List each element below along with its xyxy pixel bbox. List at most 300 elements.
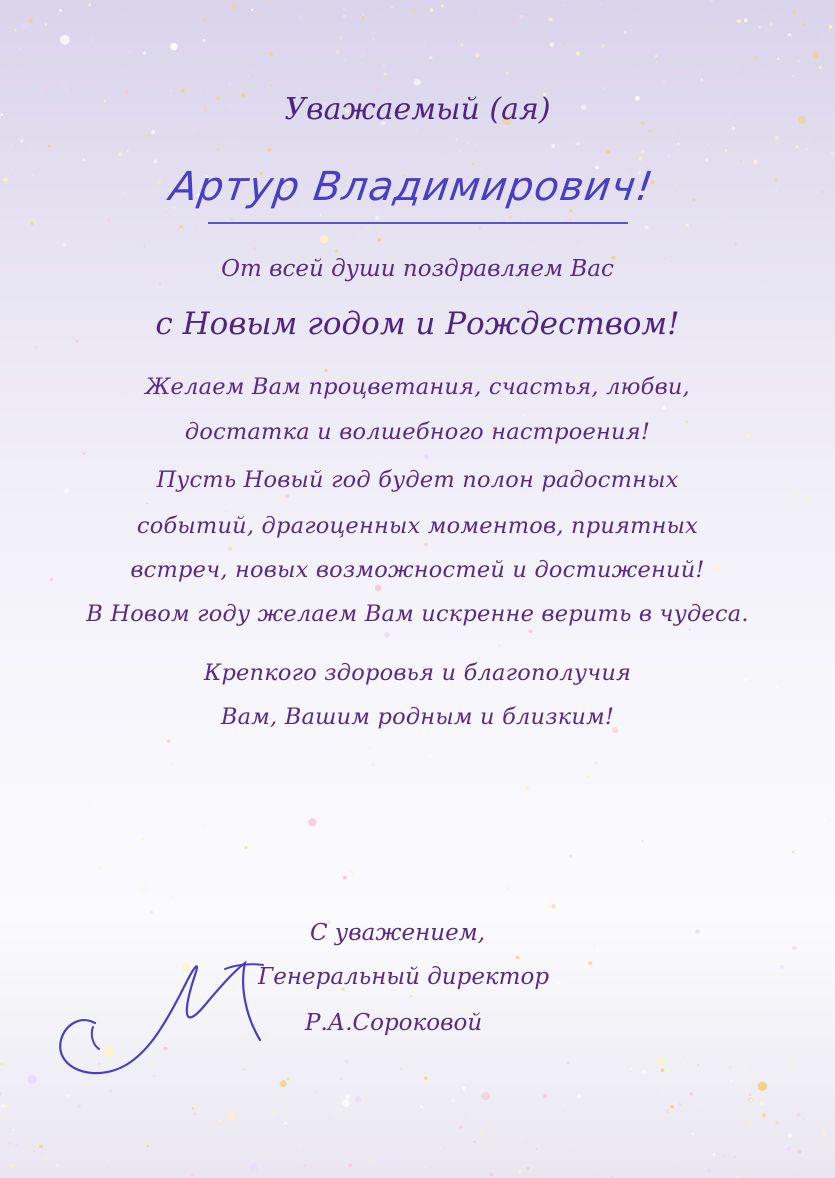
sparkle-dot	[606, 150, 610, 154]
sparkle-dot	[516, 955, 520, 959]
sparkle-dot	[777, 57, 780, 60]
wish-line: Вам, Вашим родным и близким!	[220, 704, 615, 730]
sparkle-dot	[745, 1065, 746, 1066]
sparkle-dot	[776, 8, 778, 10]
sparkle-dot	[218, 1119, 221, 1122]
sparkle-dot	[648, 129, 652, 133]
sparkle-dot	[797, 1175, 799, 1177]
sparkle-dot	[780, 189, 781, 190]
sparkle-dot	[31, 222, 34, 225]
sparkle-dot	[147, 1145, 149, 1147]
sparkle-dot	[736, 65, 738, 67]
sparkle-dot	[169, 215, 172, 218]
sparkle-dot	[362, 16, 365, 19]
sparkle-dot	[457, 1167, 458, 1168]
sparkle-dot	[355, 1096, 362, 1103]
sparkle-dot	[672, 1165, 674, 1167]
sparkle-dot	[473, 1140, 476, 1143]
sparkle-dot	[640, 150, 644, 154]
sparkle-dot	[576, 142, 580, 146]
sparkle-dot	[410, 995, 412, 997]
sparkle-dot	[266, 0, 268, 2]
sparkle-dot	[213, 1129, 214, 1130]
sparkle-dot	[227, 81, 232, 86]
sparkle-dot	[796, 145, 799, 148]
sparkle-dot	[551, 144, 555, 148]
sparkle-dot	[709, 0, 713, 3]
sparkle-dot	[123, 193, 125, 195]
sparkle-dot	[797, 1113, 801, 1117]
sparkle-dot	[154, 159, 158, 163]
sparkle-dot	[603, 87, 606, 90]
sparkle-dot	[593, 945, 594, 946]
sparkle-dot	[803, 1118, 805, 1120]
sparkle-dot	[15, 1143, 18, 1146]
sparkle-dot	[543, 1094, 547, 1098]
sparkle-dot	[21, 22, 28, 29]
sparkle-dot	[142, 886, 146, 890]
sparkle-dot	[375, 230, 376, 231]
sparkle-dot	[792, 851, 794, 853]
sparkle-dot	[829, 25, 833, 29]
sparkle-dot	[396, 23, 399, 26]
sparkle-dot	[414, 79, 421, 86]
sparkle-dot	[452, 1099, 455, 1102]
sparkle-dot	[655, 55, 658, 58]
sparkle-dot	[678, 1103, 681, 1106]
sparkle-dot	[227, 1112, 235, 1120]
sparkle-dot	[231, 137, 233, 139]
sparkle-dot	[788, 33, 791, 36]
sparkle-dot	[147, 503, 149, 505]
sparkle-dot	[375, 216, 379, 220]
sparkle-dot	[14, 29, 17, 32]
sparkle-dot	[685, 223, 689, 227]
sparkle-dot	[758, 1082, 767, 1091]
sparkle-dot	[707, 1168, 712, 1173]
sparkle-dot	[391, 6, 392, 7]
sparkle-dot	[259, 12, 263, 16]
sparkle-dot	[776, 190, 777, 191]
sparkle-dot	[684, 1062, 686, 1064]
sparkle-dot	[179, 225, 183, 229]
sparkle-dot	[670, 1105, 674, 1109]
sparkle-dot	[448, 137, 451, 140]
sparkle-dot	[320, 235, 328, 243]
sparkle-dot	[695, 929, 700, 934]
closing-text: С уважением,	[310, 920, 486, 946]
sparkle-dot	[60, 35, 70, 45]
sparkle-dot	[158, 282, 162, 286]
wish-line: встреч, новых возможностей и достижений!	[130, 557, 705, 583]
sparkle-dot	[645, 226, 649, 230]
sparkle-dot	[666, 1110, 669, 1113]
sparkle-dot	[118, 152, 122, 156]
sparkle-dot	[734, 243, 737, 246]
sparkle-dot	[280, 1080, 287, 1087]
sparkle-dot	[130, 133, 133, 136]
sparkle-dot	[708, 144, 709, 145]
sparkle-dot	[214, 79, 218, 83]
sparkle-dot	[298, 14, 304, 20]
sparkle-dot	[537, 90, 539, 92]
sparkle-dot	[202, 39, 205, 42]
sparkle-dot	[630, 1068, 632, 1070]
sparkle-dot	[506, 887, 509, 890]
sparkle-dot	[342, 14, 346, 18]
sparkle-dot	[597, 801, 599, 803]
sparkle-dot	[460, 43, 463, 46]
sparkle-dot	[430, 1166, 432, 1168]
greeting-heading: Уважаемый (ая)	[284, 92, 551, 127]
sparkle-dot	[812, 52, 819, 59]
sparkle-dot	[697, 1064, 699, 1066]
sparkle-dot	[481, 1092, 489, 1100]
sparkle-dot	[784, 134, 786, 136]
sparkle-dot	[383, 1130, 384, 1131]
sparkle-dot	[320, 214, 321, 215]
sparkle-dot	[459, 1126, 462, 1129]
sparkle-dot	[807, 500, 810, 503]
sparkle-dot	[127, 150, 129, 152]
sparkle-dot	[724, 149, 727, 152]
sparkle-dot	[722, 1154, 726, 1158]
sparkle-dot	[661, 1068, 665, 1072]
sparkle-dot	[324, 369, 327, 372]
sparkle-dot	[42, 130, 44, 132]
sparkle-dot	[760, 1102, 764, 1106]
sparkle-dot	[563, 4, 565, 6]
sparkle-dot	[298, 1146, 300, 1148]
sparkle-dot	[737, 19, 741, 23]
wish-line: Пусть Новый год будет полон радостных	[156, 467, 679, 493]
sparkle-dot	[343, 8, 346, 11]
sparkle-dot	[690, 89, 692, 91]
sparkle-dot	[128, 51, 130, 53]
sparkle-dot	[555, 160, 558, 163]
sparkle-dot	[750, 1099, 752, 1101]
sparkle-dot	[753, 160, 757, 164]
sparkle-dot	[443, 154, 444, 155]
wish-line: событий, драгоценных моментов, приятных	[136, 513, 699, 539]
sparkle-dot	[351, 234, 354, 237]
sparkle-dot	[270, 85, 272, 87]
sparkle-dot	[143, 51, 146, 54]
sparkle-dot	[60, 10, 62, 12]
sparkle-dot	[827, 209, 828, 210]
sparkle-dot	[372, 38, 374, 40]
sparkle-dot	[639, 157, 643, 161]
sparkle-dot	[197, 215, 199, 217]
sparkle-dot	[739, 1149, 740, 1150]
sparkle-dot	[20, 49, 21, 50]
wish-line: Крепкого здоровья и благополучия	[203, 660, 632, 686]
sparkle-dot	[821, 191, 825, 195]
sparkle-dot	[247, 75, 250, 78]
sparkle-dot	[798, 60, 800, 62]
sparkle-dot	[428, 754, 432, 758]
sparkle-dot	[287, 1077, 290, 1080]
sparkle-dot	[536, 1148, 538, 1150]
sparkle-dot	[762, 1113, 766, 1117]
sparkle-dot	[244, 846, 248, 850]
sparkle-dot	[524, 1170, 526, 1172]
sparkle-dot	[774, 179, 777, 182]
sparkle-dot	[342, 1099, 350, 1107]
sparkle-dot	[632, 10, 634, 12]
sparkle-dot	[476, 54, 480, 58]
sparkle-dot	[459, 151, 461, 153]
sparkle-dot	[598, 1176, 600, 1178]
sparkle-dot	[789, 1064, 793, 1068]
recipient-name-handwritten: Артур Владимирович!	[166, 164, 657, 210]
sparkle-dot	[618, 37, 620, 39]
sparkle-dot	[798, 1150, 802, 1154]
sparkle-dot	[372, 764, 373, 765]
sparkle-dot	[340, 1108, 341, 1109]
sparkle-dot	[339, 37, 343, 41]
sparkle-dot	[551, 904, 556, 909]
sparkle-dot	[225, 510, 227, 512]
sparkle-dot	[31, 174, 34, 177]
sparkle-dot	[712, 1153, 715, 1156]
sparkle-dot	[830, 151, 834, 155]
sparkle-dot	[313, 149, 314, 150]
sparkle-dot	[48, 145, 51, 148]
sparkle-dot	[297, 87, 300, 90]
sparkle-dot	[19, 62, 22, 65]
sparkle-dot	[511, 781, 512, 782]
signer-title: Генеральный директор	[258, 964, 550, 990]
sparkle-dot	[697, 1111, 699, 1113]
sparkle-dot	[676, 69, 679, 72]
sparkle-dot	[369, 747, 371, 749]
sparkle-dot	[792, 946, 796, 950]
handwritten-signature	[35, 945, 275, 1085]
sparkle-dot	[775, 1121, 779, 1125]
sparkle-dot	[157, 180, 161, 184]
sparkle-dot	[656, 61, 658, 63]
sparkle-dot	[193, 1112, 196, 1115]
sparkle-dot	[164, 211, 166, 213]
sparkle-dot	[695, 1103, 697, 1105]
sparkle-dot	[666, 230, 668, 232]
sparkle-dot	[506, 72, 509, 75]
sparkle-dot	[819, 66, 822, 69]
sparkle-dot	[384, 632, 390, 638]
sparkle-dot	[626, 638, 629, 641]
sparkle-dot	[315, 1091, 317, 1093]
sparkle-dot	[528, 629, 532, 633]
sparkle-dot	[412, 9, 415, 12]
sparkle-dot	[748, 127, 749, 128]
sparkle-dot	[376, 88, 380, 92]
sparkle-dot	[90, 38, 94, 42]
sparkle-dot	[526, 1167, 529, 1170]
sparkle-dot	[674, 3, 675, 4]
sparkle-dot	[39, 1144, 43, 1148]
sparkle-dot	[749, 1093, 752, 1096]
sparkle-dot	[742, 0, 743, 1]
sparkle-dot	[368, 1158, 371, 1161]
sparkle-dot	[822, 1131, 827, 1136]
sparkle-dot	[693, 205, 696, 208]
sparkle-dot	[720, 141, 722, 143]
sparkle-dot	[424, 1076, 427, 1079]
sparkle-dot	[662, 406, 666, 410]
sparkle-dot	[89, 803, 92, 806]
sparkle-dot	[754, 56, 758, 60]
sparkle-dot	[720, 220, 723, 223]
sparkle-dot	[569, 854, 572, 857]
name-underline	[208, 222, 628, 224]
sparkle-dot	[20, 131, 22, 133]
sparkle-dot	[34, 346, 37, 349]
sparkle-dot	[662, 1089, 664, 1091]
sparkle-dot	[770, 23, 772, 25]
sparkle-dot	[424, 44, 426, 46]
sparkle-dot	[106, 1165, 109, 1168]
sparkle-dot	[424, 455, 428, 459]
sparkle-dot	[56, 1164, 59, 1167]
sparkle-dot	[77, 1104, 81, 1108]
sparkle-dot	[171, 763, 173, 765]
sparkle-dot	[498, 645, 501, 648]
sparkle-dot	[768, 34, 769, 35]
sparkle-dot	[279, 497, 281, 499]
sparkle-dot	[456, 138, 458, 140]
sparkle-dot	[5, 161, 6, 162]
sparkle-dot	[337, 61, 338, 62]
sparkle-dot	[792, 75, 794, 77]
sparkle-dot	[61, 79, 68, 86]
sparkle-dot	[624, 31, 627, 34]
sparkle-dot	[415, 541, 418, 544]
sparkle-dot	[284, 1122, 287, 1125]
sparkle-dot	[285, 494, 289, 498]
sparkle-dot	[467, 143, 468, 144]
sparkle-dot	[13, 1129, 15, 1131]
sparkle-dot	[170, 43, 177, 50]
sparkle-dot	[513, 21, 516, 24]
sparkle-dot	[430, 8, 434, 12]
sparkle-dot	[455, 1099, 457, 1101]
sparkle-dot	[1, 1063, 4, 1066]
sparkle-dot	[675, 190, 677, 192]
sparkle-dot	[689, 1092, 692, 1095]
sparkle-dot	[67, 1095, 69, 1097]
sparkle-dot	[673, 132, 676, 135]
sparkle-dot	[786, 1147, 790, 1151]
sparkle-dot	[431, 32, 432, 33]
sparkle-dot	[24, 144, 26, 146]
sparkle-dot	[28, 78, 30, 80]
sparkle-dot	[518, 1170, 522, 1174]
sparkle-dot	[269, 52, 273, 56]
sparkle-dot	[227, 546, 232, 551]
sparkle-dot	[88, 3, 91, 6]
sparkle-dot	[339, 776, 341, 778]
sparkle-dot	[688, 628, 691, 631]
sparkle-dot	[308, 818, 316, 826]
sparkle-dot	[475, 149, 478, 152]
sparkle-dot	[744, 19, 747, 22]
sparkle-dot	[739, 11, 742, 14]
sparkle-dot	[765, 188, 766, 189]
sparkle-dot	[96, 1175, 98, 1177]
sparkle-dot	[480, 1132, 484, 1136]
sparkle-dot	[42, 70, 43, 71]
sparkle-dot	[799, 8, 802, 11]
sparkle-dot	[3, 178, 7, 182]
sparkle-dot	[251, 9, 254, 12]
congrats-line-2: с Новым годом и Рождеством!	[155, 306, 680, 342]
sparkle-dot	[78, 1150, 79, 1151]
sparkle-dot	[295, 51, 297, 53]
sparkle-dot	[545, 39, 547, 41]
sparkle-dot	[253, 247, 257, 251]
sparkle-dot	[203, 17, 207, 21]
sparkle-dot	[29, 19, 34, 24]
sparkle-dot	[150, 911, 153, 914]
sparkle-dot	[803, 23, 807, 27]
sparkle-dot	[43, 89, 45, 91]
sparkle-dot	[429, 56, 432, 59]
sparkle-dot	[229, 217, 233, 221]
sparkle-dot	[350, 871, 353, 874]
sparkle-dot	[570, 753, 573, 756]
sparkle-dot	[335, 250, 338, 253]
sparkle-dot	[141, 837, 144, 840]
sparkle-dot	[171, 897, 172, 898]
sparkle-dot	[62, 242, 66, 246]
sparkle-dot	[725, 1098, 728, 1101]
sparkle-dot	[478, 226, 482, 230]
sparkle-dot	[577, 1094, 581, 1098]
sparkle-dot	[167, 739, 171, 743]
sparkle-dot	[564, 44, 566, 46]
sparkle-dot	[642, 841, 643, 842]
sparkle-dot	[268, 148, 272, 152]
sparkle-dot	[795, 493, 799, 497]
sparkle-dot	[588, 961, 592, 965]
sparkle-dot	[217, 148, 220, 151]
sparkle-dot	[400, 1068, 402, 1070]
sparkle-dot	[441, 5, 444, 8]
sparkle-dot	[82, 452, 85, 455]
sparkle-dot	[668, 155, 669, 156]
sparkle-dot	[515, 746, 516, 747]
sparkle-dot	[203, 824, 205, 826]
sparkle-dot	[271, 1111, 275, 1115]
sparkle-dot	[433, 691, 434, 692]
sparkle-dot	[519, 15, 523, 19]
sparkle-dot	[10, 1164, 14, 1168]
sparkle-dot	[773, 160, 776, 163]
sparkle-dot	[362, 13, 365, 16]
sparkle-dot	[691, 1133, 694, 1136]
wish-line: достатка и волшебного настроения!	[184, 419, 651, 445]
sparkle-dot	[677, 143, 679, 145]
sparkle-dot	[793, 11, 796, 14]
sparkle-dot	[20, 139, 24, 143]
sparkle-dot	[440, 1147, 442, 1149]
sparkle-dot	[550, 43, 554, 47]
sparkle-dot	[796, 151, 799, 154]
sparkle-dot	[348, 1163, 352, 1167]
sparkle-dot	[532, 245, 533, 246]
sparkle-dot	[144, 245, 146, 247]
